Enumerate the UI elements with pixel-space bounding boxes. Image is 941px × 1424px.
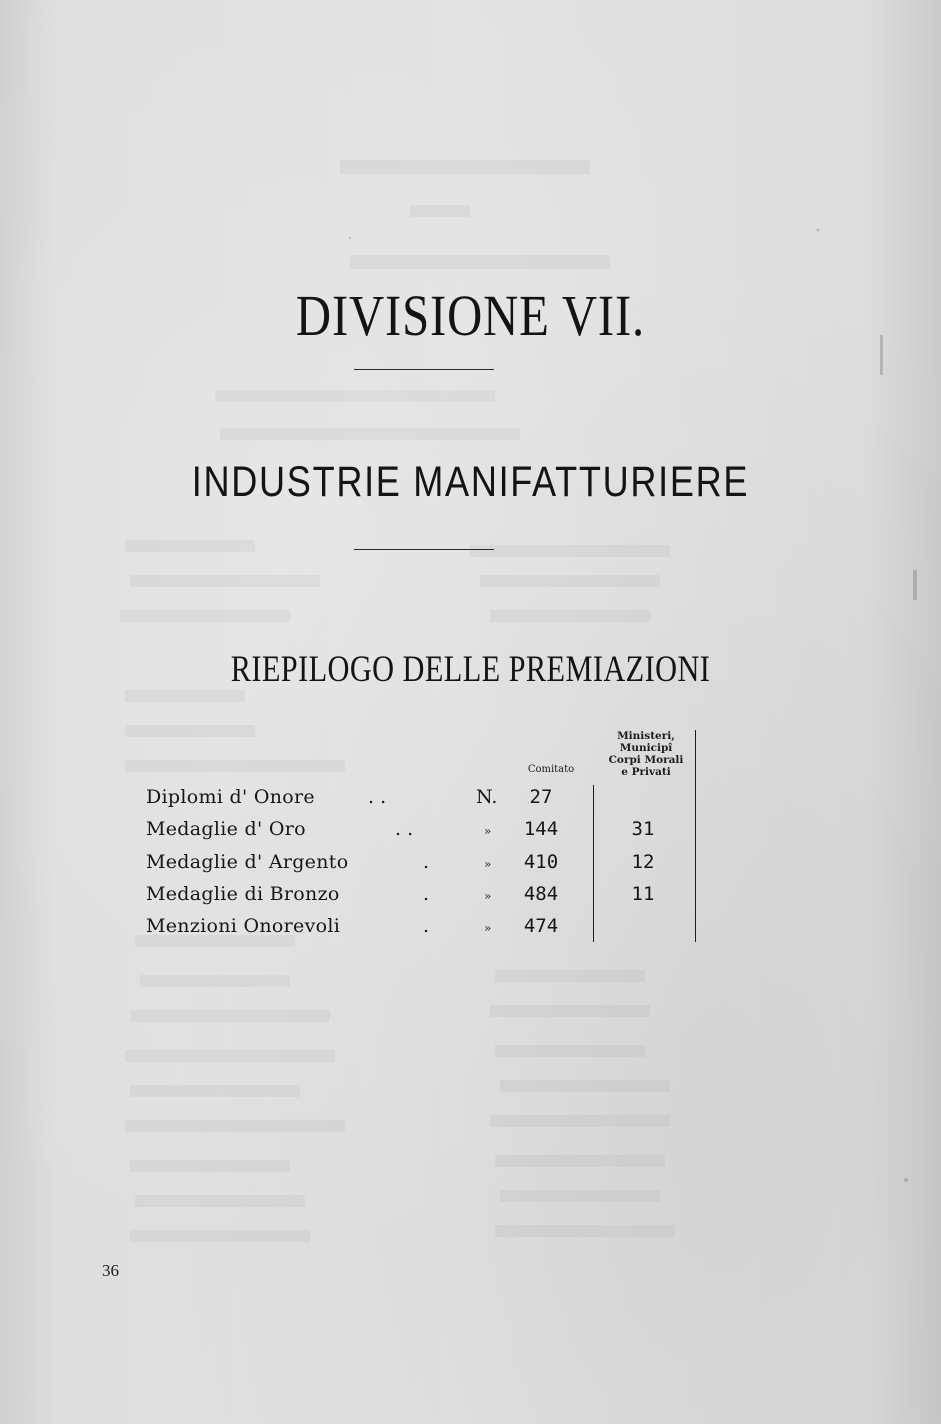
column-header-ministeri (598, 730, 694, 778)
leader-dots: . (423, 883, 430, 905)
table-row (0, 883, 941, 915)
column-header-comitato: Comitato (527, 764, 575, 775)
table-row (0, 851, 941, 883)
ministeri-value: 31 (631, 818, 655, 840)
comitato-value: 27 (529, 786, 553, 808)
column-header-ministeri-line: e Privati (621, 766, 671, 778)
ministeri-value: 11 (631, 883, 655, 905)
section-title: INDUSTRIE MANIFATTURIERE (191, 458, 750, 506)
column-header-ministeri-line: Municipî (619, 742, 673, 754)
ditto-mark: » (484, 824, 492, 838)
row-label: Medaglie di Bronzo (146, 883, 340, 905)
comitato-value: 474 (523, 915, 559, 937)
column-header-ministeri-line: Corpi Morali (608, 754, 684, 766)
ministeri-value: 12 (631, 851, 655, 873)
row-label: Medaglie d' Argento (146, 851, 349, 873)
leader-dots: . (423, 851, 430, 873)
page-number: 36 (102, 1261, 119, 1280)
row-label: Medaglie d' Oro (146, 818, 306, 840)
ditto-mark: » (484, 857, 492, 871)
table-row (0, 786, 941, 818)
comitato-value: 410 (523, 851, 559, 873)
row-label: Menzioni Onorevoli (146, 915, 341, 937)
ditto-mark: » (484, 889, 492, 903)
leader-dots: . (423, 915, 430, 937)
comitato-value: 484 (523, 883, 559, 905)
table-row (0, 818, 941, 850)
leader-dots: . . (395, 818, 414, 840)
division-title: DIVISIONE VII. (295, 283, 646, 348)
leader-dots: . . (368, 786, 387, 808)
row-label: Diplomi d' Onore (146, 786, 315, 808)
number-prefix: N. (476, 786, 498, 808)
table-row (0, 915, 941, 947)
ditto-mark: » (484, 921, 492, 935)
column-header-ministeri-line: Ministeri, (617, 730, 675, 742)
summary-title: RIEPILOGO DELLE PREMIAZIONI (230, 649, 711, 690)
comitato-value: 144 (523, 818, 559, 840)
